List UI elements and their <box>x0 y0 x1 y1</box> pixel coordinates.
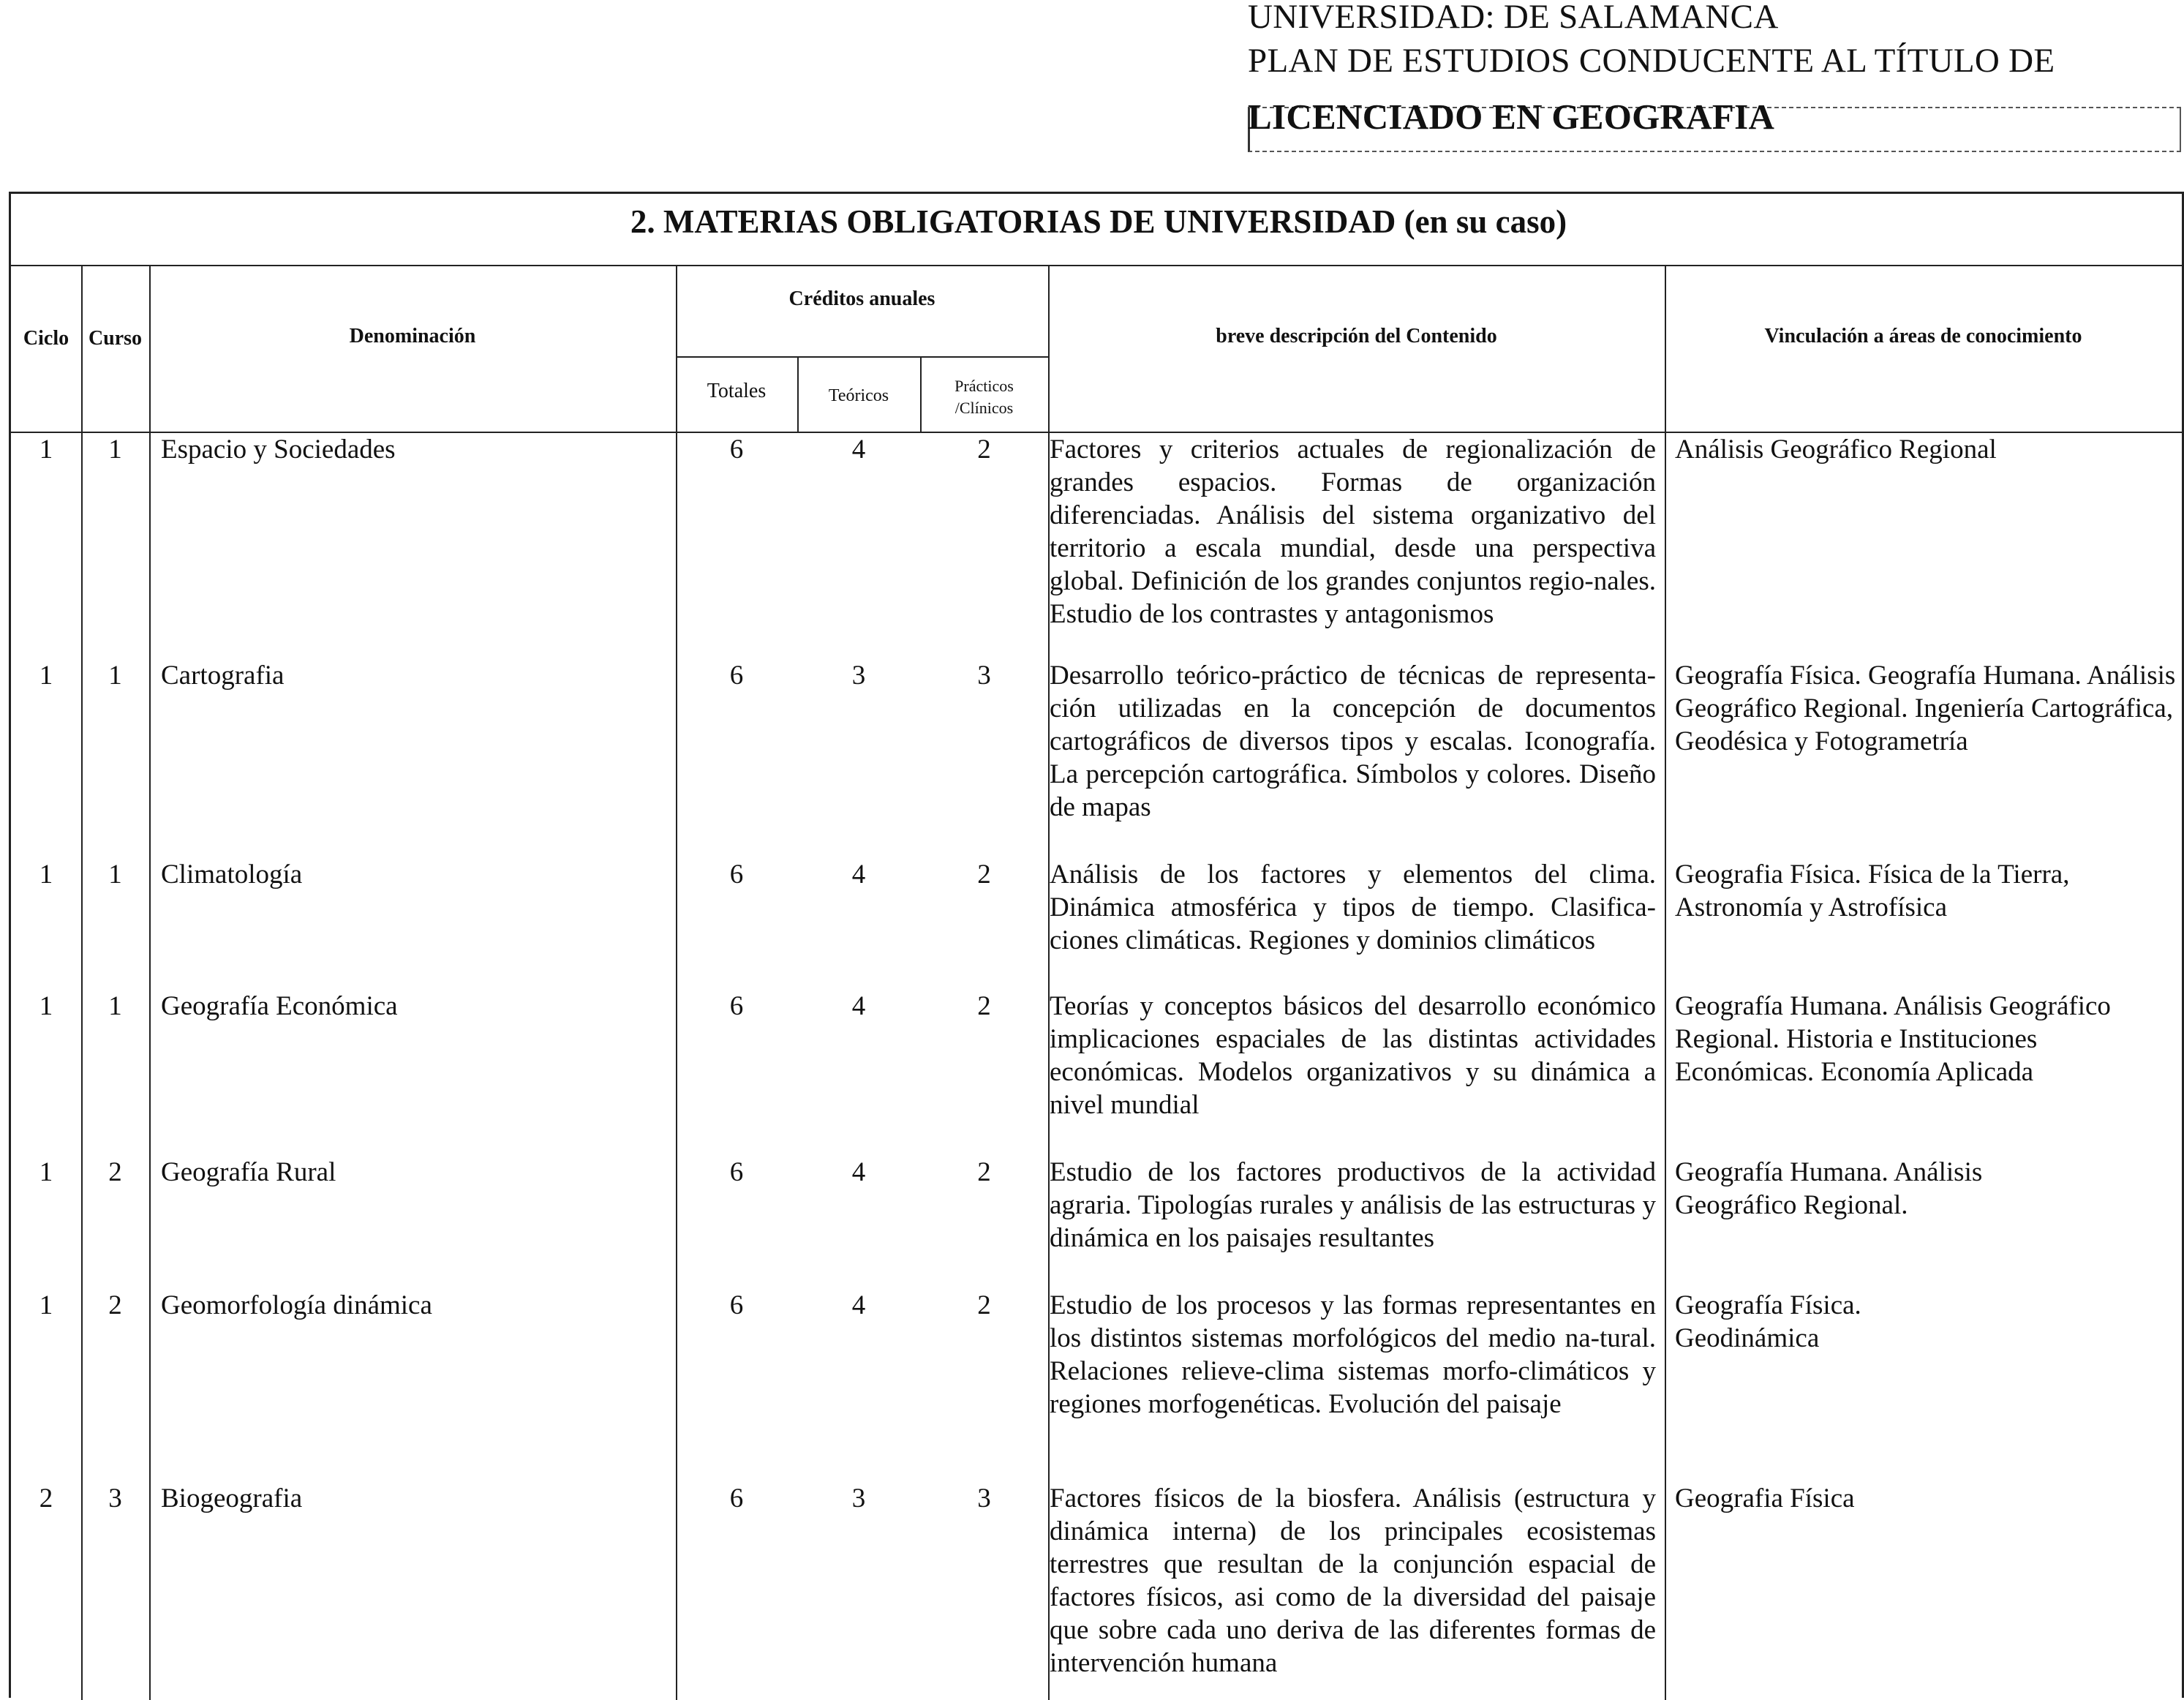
cell-descripcion: Estudio de los factores productivos de la actividad agraria. Tipologías rurales y análisis de las estructuras y dinámica en los paisajes resultantes <box>1050 1157 1656 1253</box>
cell-vinculacion: Geografía Física. Geodinámica <box>1675 1290 1861 1353</box>
cell-practicos: 2 <box>977 1157 991 1187</box>
cell-vinculacion: Geografía Humana. Análisis Geográfico Regional. <box>1675 1157 1983 1220</box>
cell-totales: 6 <box>729 1290 744 1320</box>
header-plan: PLAN DE ESTUDIOS CONDUCENTE AL TÍTULO DE <box>1248 42 2055 80</box>
cell-totales: 6 <box>729 991 744 1021</box>
rule-v-curso <box>149 265 151 1700</box>
section-title: 2. MATERIAS OBLIGATORIAS DE UNIVERSIDAD (en su caso) <box>630 203 1567 240</box>
header-degree: LICENCIADO EN GEOGRAFIA <box>1248 97 1775 137</box>
rule-credits-sub <box>676 356 1048 358</box>
cell-denominacion: Geografía Económica <box>161 991 398 1021</box>
cell-totales: 6 <box>729 435 744 465</box>
cell-descripcion: Factores y criterios actuales de regionalización de grandes espacios. Formas de organización diferenciadas. Análisis del sistema organizativo del territorio a escala mundial, desde una perspectiva global. Definición de los grandes conjuntos regio-nales. Estudio de los contrastes y antagonismos <box>1050 435 1656 629</box>
cell-practicos: 3 <box>977 1483 991 1513</box>
cell-denominacion: Espacio y Sociedades <box>161 435 396 465</box>
cell-vinculacion: Geografía Humana. Análisis Geográfico Regional. Historia e Instituciones Económicas. Economía Aplicada <box>1675 991 2111 1087</box>
cell-practicos: 2 <box>977 860 991 890</box>
cell-ciclo: 1 <box>39 991 53 1021</box>
cell-teoricos: 3 <box>851 661 866 691</box>
cell-practicos: 2 <box>977 991 991 1021</box>
cell-descripcion: Desarrollo teórico-práctico de técnicas de representa- ción utilizadas en la concepción de documentos cartográficos de diversos tipos y escalas. Iconografía. La percepción cartográfica. Símbolos y colores. Diseño de mapas <box>1050 661 1656 822</box>
cell-teoricos: 3 <box>851 1483 866 1513</box>
col-header-descripcion: breve descripción del Contenido <box>1216 325 1497 347</box>
cell-teoricos: 4 <box>851 991 866 1021</box>
cell-descripcion: Factores físicos de la biosfera. Análisis (estructura y dinámica interna) de los principales ecosistemas terrestres que resultan de la conjunción espacial de factores físicos, asi como de la diversidad del paisaje que sobre cada uno deriva de las diferentes formas de intervención humana <box>1050 1483 1656 1678</box>
cell-ciclo: 1 <box>39 1290 53 1320</box>
cell-descripcion: Análisis de los factores y elementos del clima. Dinámica atmosférica y tipos de tiempo. Clasifica-ciones climáticas. Regiones y dominios climáticos <box>1050 860 1656 955</box>
cell-teoricos: 4 <box>851 1290 866 1320</box>
cell-curso: 1 <box>108 661 122 691</box>
cell-vinculacion: Geografia Física <box>1675 1483 1855 1513</box>
cell-vinculacion: Geografía Física. Geografía Humana. Análisis Geográfico Regional. Ingeniería Cartográfica, Geodésica y Fotogrametría <box>1675 661 2176 756</box>
cell-denominacion: Cartografia <box>161 661 285 691</box>
cell-denominacion: Geografía Rural <box>161 1157 336 1187</box>
col-header-practicos: Prácticos <box>954 377 1014 395</box>
cell-totales: 6 <box>729 1483 744 1513</box>
cell-ciclo: 1 <box>39 661 53 691</box>
cell-curso: 1 <box>108 991 122 1021</box>
cell-teoricos: 4 <box>851 860 866 890</box>
cell-curso: 2 <box>108 1290 122 1320</box>
cell-denominacion: Biogeografia <box>161 1483 303 1513</box>
cell-ciclo: 2 <box>39 1483 53 1513</box>
cell-denominacion: Geomorfología dinámica <box>161 1290 432 1320</box>
cell-ciclo: 1 <box>39 1157 53 1187</box>
cell-teoricos: 4 <box>851 435 866 465</box>
col-header-vinculacion: Vinculación a áreas de conocimiento <box>1764 325 2082 347</box>
cell-descripcion: Teorías y conceptos básicos del desarrollo económico implicaciones espaciales de las distintas actividades económicas. Modelos organizativos y su dinámica a nivel mundial <box>1050 991 1656 1120</box>
cell-curso: 2 <box>108 1157 122 1187</box>
cell-totales: 6 <box>729 1157 744 1187</box>
cell-ciclo: 1 <box>39 860 53 890</box>
col-header-teoricos: Teóricos <box>828 386 889 405</box>
cell-vinculacion: Análisis Geográfico Regional <box>1675 435 1997 465</box>
col-header-totales: Totales <box>707 380 767 402</box>
col-header-curso: Curso <box>88 327 143 350</box>
rule-title-bottom <box>11 265 2182 266</box>
col-header-denominacion: Denominación <box>349 325 476 347</box>
col-header-clinicos: /Clínicos <box>954 399 1014 417</box>
col-header-ciclo: Ciclo <box>23 327 69 350</box>
cell-curso: 1 <box>108 435 122 465</box>
cell-descripcion: Estudio de los procesos y las formas representantes en los distintos sistemas morfológicos del medio na-tural. Relaciones relieve-clima sistemas morfo-climáticos y regiones morfogenéticas. Evolución del paisaje <box>1050 1290 1656 1419</box>
cell-curso: 3 <box>108 1483 122 1513</box>
col-header-creditos: Créditos anuales <box>788 287 935 310</box>
cell-denominacion: Climatología <box>161 860 303 890</box>
cell-vinculacion: Geografia Física. Física de la Tierra, Astronomía y Astrofísica <box>1675 860 2070 922</box>
cell-totales: 6 <box>729 860 744 890</box>
cell-curso: 1 <box>108 860 122 890</box>
cell-practicos: 3 <box>977 661 991 691</box>
cell-totales: 6 <box>729 661 744 691</box>
cell-ciclo: 1 <box>39 435 53 465</box>
cell-practicos: 2 <box>977 435 991 465</box>
subjects-table <box>9 192 2184 1698</box>
header-university: UNIVERSIDAD: DE SALAMANCA <box>1248 0 1779 36</box>
cell-practicos: 2 <box>977 1290 991 1320</box>
cell-teoricos: 4 <box>851 1157 866 1187</box>
rule-v-descripcion <box>1665 265 1666 1700</box>
